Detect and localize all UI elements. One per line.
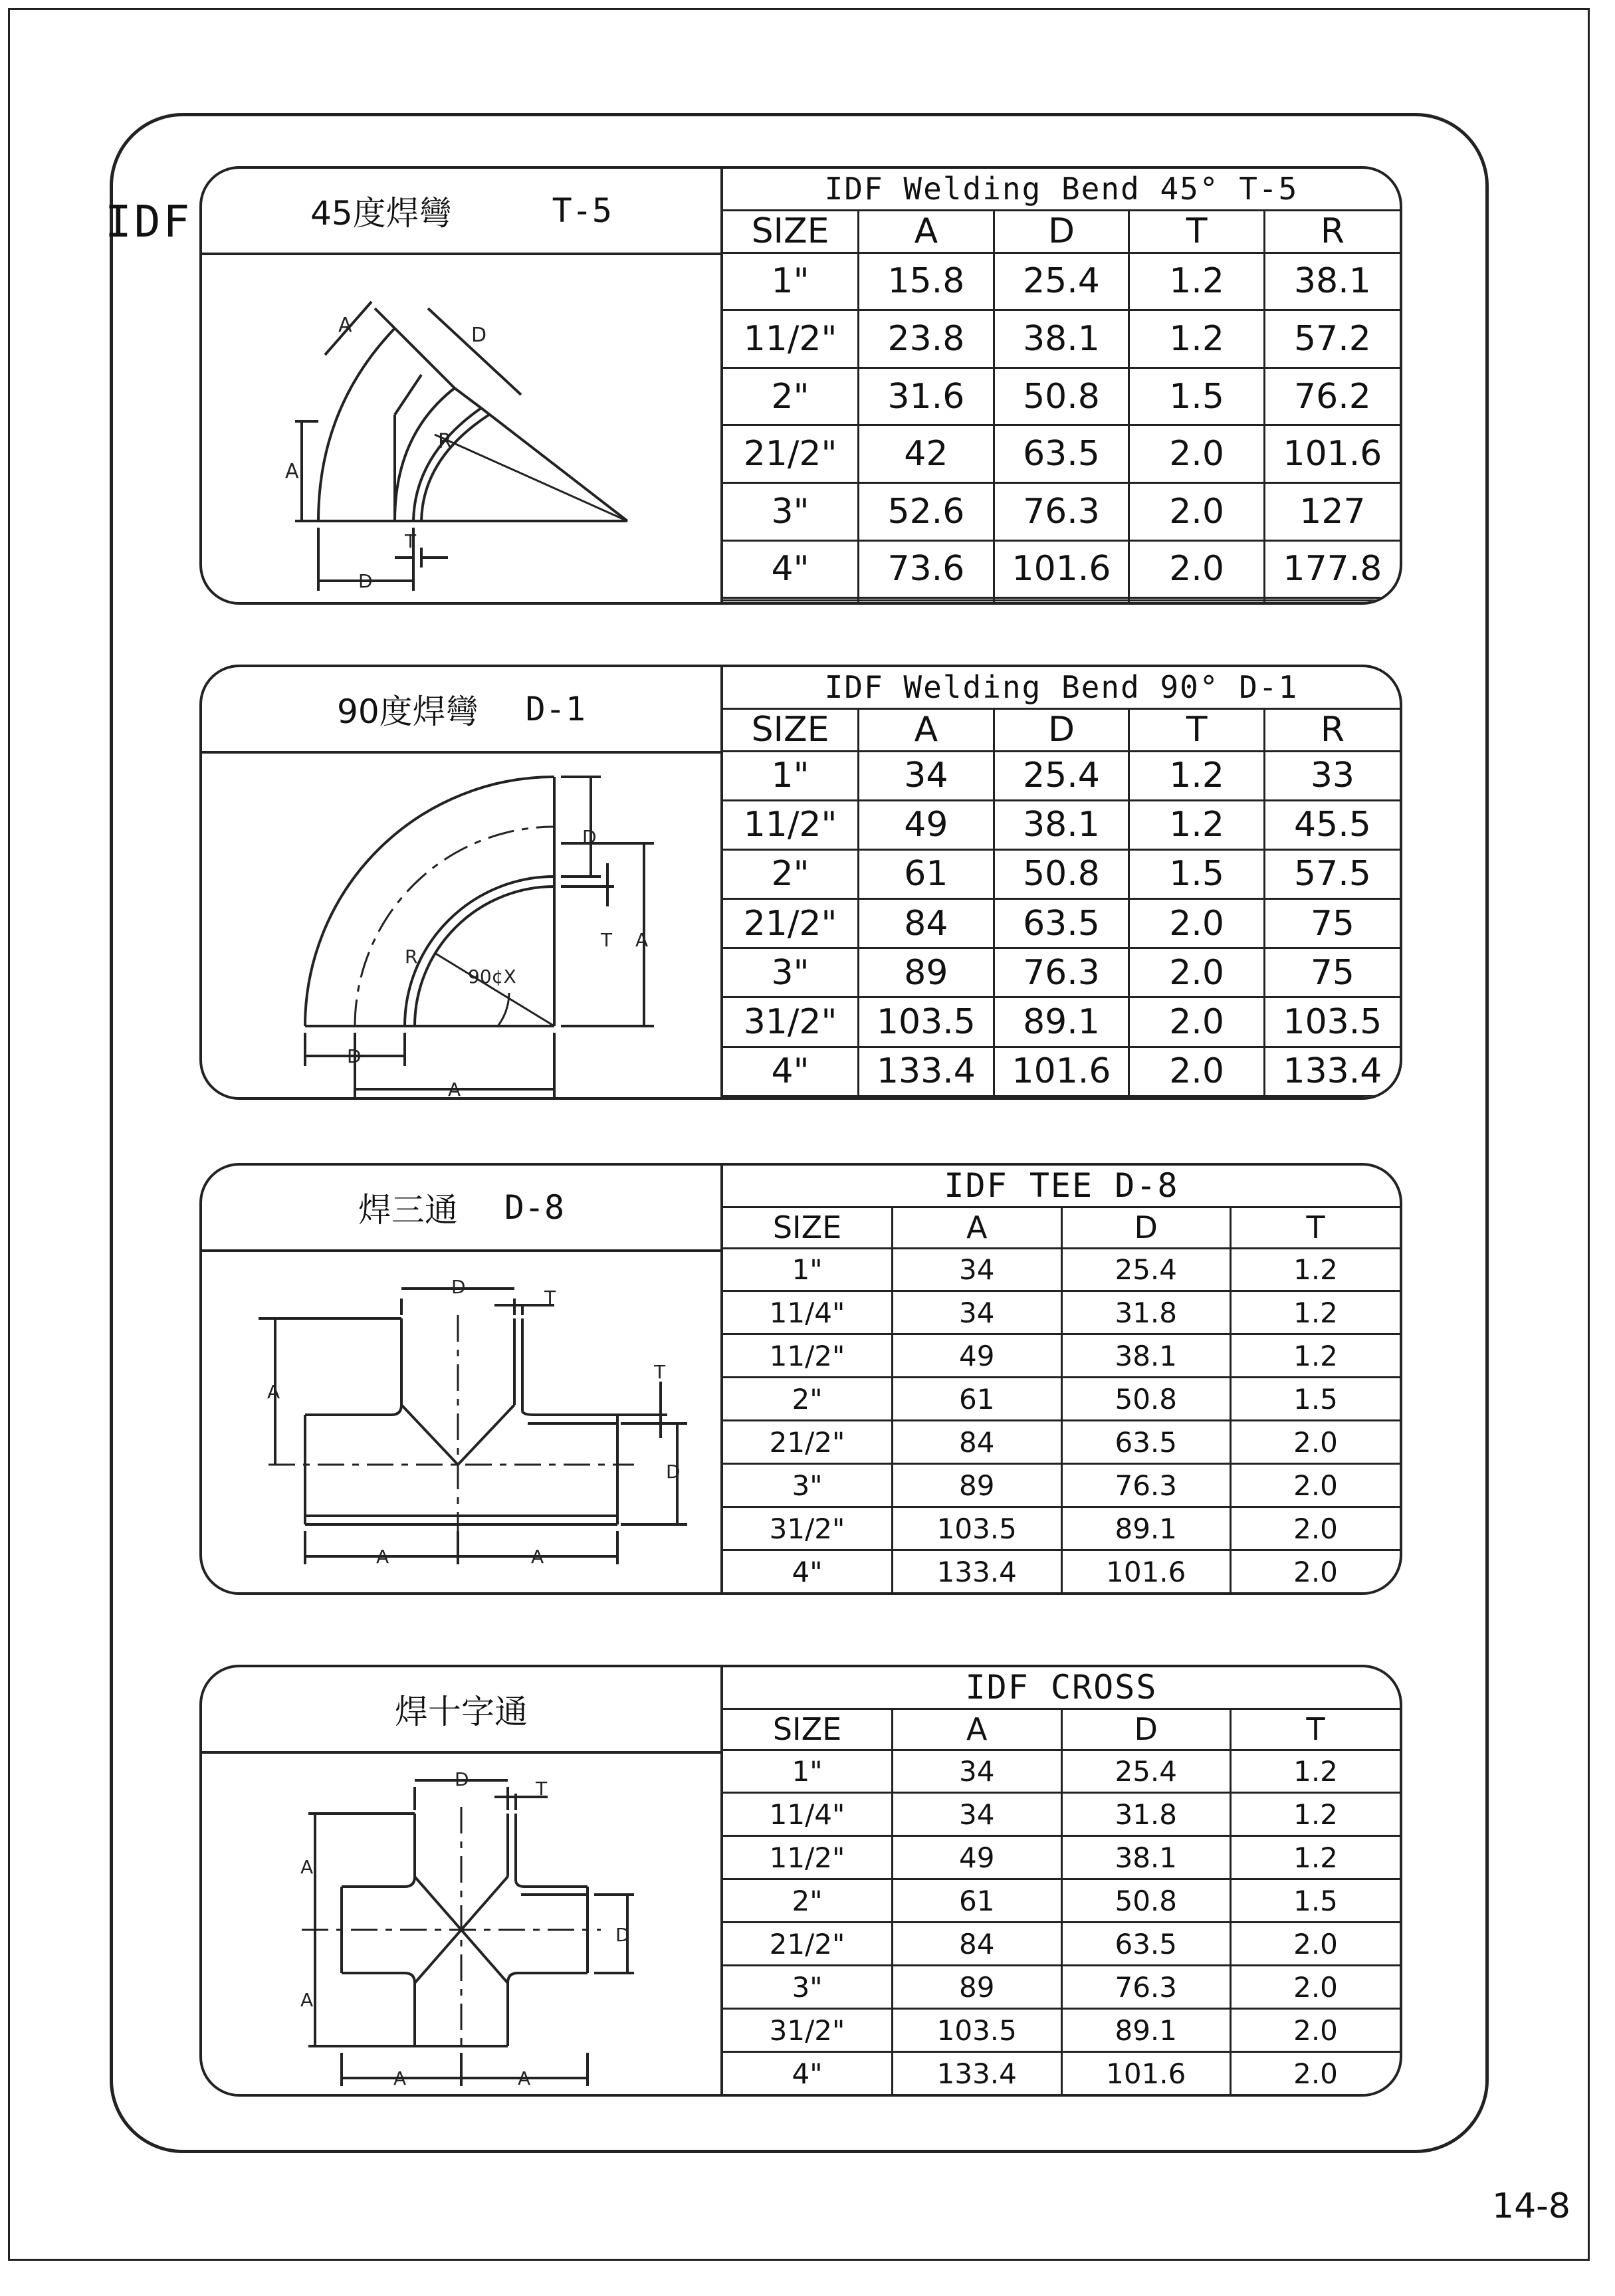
table-cell: 15.8 <box>859 253 994 310</box>
section-code: D-8 <box>504 1188 565 1227</box>
table-cell: 63.5 <box>1061 1421 1231 1464</box>
section-title <box>202 1667 720 1754</box>
table-cell: 3" <box>723 1464 893 1507</box>
table-cell: 57.5 <box>1264 849 1400 898</box>
table-row <box>723 1879 1400 1923</box>
table-cell: 63.5 <box>994 899 1129 948</box>
table-cell: 25.4 <box>994 751 1129 800</box>
table-cell: 103.5 <box>859 997 994 1047</box>
table-cell: 2" <box>723 849 859 898</box>
size-table-tee <box>720 1166 1400 1592</box>
table-cell: 1.2 <box>1231 1836 1400 1879</box>
table-cell: 23.8 <box>859 310 994 368</box>
table-cell: 63.5 <box>994 425 1129 483</box>
table-cell: 38.1 <box>1061 1836 1231 1879</box>
table-cell: 61 <box>893 1378 1062 1421</box>
table-cell: 101.6 <box>994 1047 1129 1096</box>
column-header: A <box>893 1709 1062 1750</box>
column-header: T <box>1231 1207 1400 1248</box>
table-cell: 103.5 <box>893 2009 1062 2052</box>
table-cell: 11/2" <box>723 1836 893 1879</box>
table-row <box>723 1793 1400 1836</box>
table-cell: 38.1 <box>1061 1334 1231 1378</box>
table-cell: 133.4 <box>1264 1047 1400 1096</box>
column-header: SIZE <box>723 1207 893 1248</box>
diagram-label-d: D <box>451 1276 466 1298</box>
table-row <box>723 1378 1400 1421</box>
table-cell: 50.8 <box>1061 1378 1231 1421</box>
column-header: R <box>1264 210 1400 253</box>
table-row <box>723 1334 1400 1378</box>
table-cell: 1.5 <box>1231 1879 1400 1923</box>
table-cell: 127 <box>1264 483 1400 541</box>
table-cell: 4" <box>723 1047 859 1096</box>
column-header: T <box>1129 210 1265 253</box>
table-row <box>723 1836 1400 1879</box>
table-cell: 133.4 <box>893 2052 1062 2094</box>
diagram-label-a: A <box>448 1079 461 1100</box>
table-row <box>723 1966 1400 2009</box>
table-cell: 1.2 <box>1129 800 1265 849</box>
section-tee <box>199 1163 1402 1595</box>
table-header-row <box>723 1207 1400 1248</box>
table-cell: 33 <box>1264 751 1400 800</box>
table-cell: 61 <box>859 849 994 898</box>
table-cell: 2.0 <box>1129 899 1265 948</box>
table-cell: 1.2 <box>1129 310 1265 368</box>
table-cell: 1.5 <box>1129 367 1265 425</box>
section-code: T-5 <box>552 191 612 230</box>
table-cell: 11/2" <box>723 1334 893 1378</box>
size-table-90 <box>720 667 1400 1097</box>
diagram-label-t: T <box>601 929 613 951</box>
spec-table <box>723 667 1400 1097</box>
table-cell: 84 <box>859 899 994 948</box>
table-cell: 1.5 <box>1231 1378 1400 1421</box>
table-cell: 49 <box>893 1334 1062 1378</box>
diagram-label-a: A <box>285 460 299 483</box>
table-cell <box>1129 601 1265 602</box>
table-cell: 76.3 <box>1061 1464 1231 1507</box>
column-header: A <box>859 708 994 751</box>
table-row <box>723 1750 1400 1793</box>
table-row <box>723 1421 1400 1464</box>
table-cell: 89.1 <box>1061 2009 1231 2052</box>
diagram-label-t: T <box>654 1361 666 1383</box>
table-cell: 89.1 <box>1061 1507 1231 1550</box>
size-table-cross <box>720 1667 1400 2094</box>
diagram-label-r: R <box>405 946 418 968</box>
table-cell: 50.8 <box>994 367 1129 425</box>
table-cell: 2.0 <box>1129 425 1265 483</box>
table-cell <box>859 601 994 602</box>
size-table-45 <box>720 169 1400 602</box>
table-row <box>723 1096 1400 1097</box>
table-cell: 76.2 <box>1264 367 1400 425</box>
table-cell: 31/2" <box>723 1507 893 1550</box>
column-header: D <box>1061 1709 1231 1750</box>
table-cell: 89 <box>893 1464 1062 1507</box>
table-row <box>723 540 1400 598</box>
table-row <box>723 425 1400 483</box>
table-cell: 11/4" <box>723 1291 893 1334</box>
table-cell: 50.8 <box>994 849 1129 898</box>
table-cell <box>1264 601 1400 602</box>
table-cell: 52.6 <box>859 483 994 541</box>
table-row <box>723 1047 1400 1096</box>
table-cell: 4" <box>723 2052 893 2094</box>
table-cell: 42 <box>859 425 994 483</box>
table-cell: 76.3 <box>994 948 1129 997</box>
table-header-row <box>723 210 1400 253</box>
table-cell: 31.8 <box>1061 1291 1231 1334</box>
diagram-label-a: A <box>267 1381 280 1403</box>
table-cell: 2" <box>723 1378 893 1421</box>
table-cell: 1" <box>723 1750 893 1793</box>
diagram-label-d: D <box>471 324 487 347</box>
table-cell <box>723 601 859 602</box>
table-row <box>723 253 1400 310</box>
table-cell: 4" <box>723 540 859 598</box>
table-cell: 1.2 <box>1231 1248 1400 1291</box>
table-cell: 89 <box>859 948 994 997</box>
table-cell: 76.3 <box>994 483 1129 541</box>
table-cell: 2.0 <box>1129 997 1265 1047</box>
section-code: D-1 <box>525 690 586 728</box>
table-cell: 34 <box>893 1750 1062 1793</box>
table-cell: 1.2 <box>1231 1334 1400 1378</box>
table-cell: 2.0 <box>1231 1507 1400 1550</box>
table-cell: 73.6 <box>859 540 994 598</box>
section-45-bend <box>199 166 1402 605</box>
column-header: SIZE <box>723 708 859 751</box>
table-cell: 49 <box>893 1836 1062 1879</box>
table-cell: 101.6 <box>1061 2052 1231 2094</box>
table-cell: 1.2 <box>1129 751 1265 800</box>
column-header: A <box>859 210 994 253</box>
diagram-label-d: D <box>666 1461 681 1483</box>
table-cell: 57.2 <box>1264 310 1400 368</box>
table-row <box>723 1507 1400 1550</box>
section-cross <box>199 1665 1402 2097</box>
column-header: T <box>1231 1709 1400 1750</box>
table-row <box>723 800 1400 849</box>
spec-table <box>723 169 1400 602</box>
diagram-label-t: T <box>405 530 417 552</box>
table-cell: 2.0 <box>1129 540 1265 598</box>
table-cell: 75 <box>1264 899 1400 948</box>
table-cell: 101.6 <box>1264 425 1400 483</box>
diagram-label-d: D <box>347 1045 362 1067</box>
diagram-label-a: A <box>300 1856 314 1878</box>
cross-diagram <box>202 1754 720 2097</box>
table-cell: 2.0 <box>1231 1966 1400 2009</box>
table-cell <box>994 1096 1129 1097</box>
diagram-label-t: T <box>536 1778 548 1800</box>
table-cell: 63.5 <box>1061 1923 1231 1966</box>
table-row <box>723 1291 1400 1334</box>
spec-table <box>723 1166 1400 1592</box>
table-cell: 1.2 <box>1231 1750 1400 1793</box>
table-cell: 2.0 <box>1231 1923 1400 1966</box>
table-row <box>723 849 1400 898</box>
diagram-label-angle: 90¢X <box>468 966 516 988</box>
diagram-label-t: T <box>544 1287 556 1308</box>
table-cell: 25.4 <box>994 253 1129 310</box>
table-cell: 103.5 <box>1264 997 1400 1047</box>
spec-table <box>723 1667 1400 2094</box>
table-cell: 1.2 <box>1231 1291 1400 1334</box>
table-cell: 2.0 <box>1129 948 1265 997</box>
table-cell: 2.0 <box>1231 1421 1400 1464</box>
diagram-label-d: D <box>455 1768 469 1790</box>
table-cell: 45.5 <box>1264 800 1400 849</box>
table-cell: 4" <box>723 1550 893 1592</box>
table-row <box>723 483 1400 541</box>
bend-45-diagram <box>202 255 720 605</box>
table-cell: 21/2" <box>723 1421 893 1464</box>
column-header: SIZE <box>723 1709 893 1750</box>
table-row <box>723 948 1400 997</box>
table-cell <box>723 1096 859 1097</box>
table-row <box>723 2009 1400 2052</box>
column-header: SIZE <box>723 210 859 253</box>
table-row <box>723 2052 1400 2094</box>
side-label: IDF <box>105 196 193 247</box>
table-title: IDF TEE D-8 <box>723 1166 1400 1207</box>
table-cell: 38.1 <box>994 310 1129 368</box>
table-cell <box>994 601 1129 602</box>
diagram-label-r: R <box>438 430 452 453</box>
table-cell: 84 <box>893 1923 1062 1966</box>
table-cell: 2.0 <box>1129 483 1265 541</box>
table-cell: 1.2 <box>1129 253 1265 310</box>
table-cell: 34 <box>893 1291 1062 1334</box>
table-row <box>723 310 1400 368</box>
column-header: D <box>1061 1207 1231 1248</box>
table-cell: 25.4 <box>1061 1750 1231 1793</box>
tee-diagram <box>202 1252 720 1595</box>
section-zh-title: 90度焊彎 <box>337 692 479 731</box>
table-cell: 89 <box>893 1966 1062 2009</box>
table-cell <box>1264 1096 1400 1097</box>
table-cell: 50.8 <box>1061 1879 1231 1923</box>
section-zh-title: 焊三通 <box>358 1191 458 1229</box>
column-header: A <box>893 1207 1062 1248</box>
diagram-label-a: A <box>518 2067 531 2089</box>
table-cell: 103.5 <box>893 1507 1062 1550</box>
table-cell: 101.6 <box>1061 1550 1231 1592</box>
table-cell: 31/2" <box>723 2009 893 2052</box>
diagram-label-a: A <box>300 1989 314 2011</box>
diagram-label-d: D <box>615 1924 630 1946</box>
table-cell: 89.1 <box>994 997 1129 1047</box>
diagram-label-a: A <box>338 314 352 337</box>
table-cell: 1" <box>723 253 859 310</box>
table-row <box>723 899 1400 948</box>
section-title <box>202 1166 720 1252</box>
table-cell: 31.6 <box>859 367 994 425</box>
section-90-bend <box>199 665 1402 1100</box>
table-title: IDF CROSS <box>723 1667 1400 1709</box>
table-cell: 2.0 <box>1231 2009 1400 2052</box>
table-cell: 2.0 <box>1231 1550 1400 1592</box>
column-header: T <box>1129 708 1265 751</box>
table-cell: 133.4 <box>893 1550 1062 1592</box>
table-cell <box>859 1096 994 1097</box>
table-cell: 31.8 <box>1061 1793 1231 1836</box>
table-cell: 84 <box>893 1421 1062 1464</box>
table-cell: 1" <box>723 751 859 800</box>
table-row <box>723 367 1400 425</box>
diagram-label-d: D <box>582 826 597 848</box>
table-cell: 3" <box>723 948 859 997</box>
table-cell: 1.5 <box>1129 849 1265 898</box>
table-cell: 2" <box>723 367 859 425</box>
table-cell <box>1129 1096 1265 1097</box>
table-cell: 133.4 <box>859 1047 994 1096</box>
section-title <box>202 667 720 754</box>
table-row <box>723 1248 1400 1291</box>
table-row <box>723 601 1400 602</box>
diagram-label-a: A <box>393 2067 407 2089</box>
diagram-label-a: A <box>635 929 649 951</box>
table-cell: 2" <box>723 1879 893 1923</box>
column-header: D <box>994 210 1129 253</box>
bend-90-diagram <box>202 754 720 1100</box>
section-title <box>202 169 720 255</box>
table-cell: 177.8 <box>1264 540 1400 598</box>
table-cell: 76.3 <box>1061 1966 1231 2009</box>
table-row <box>723 1464 1400 1507</box>
table-cell: 11/2" <box>723 800 859 849</box>
table-header-row <box>723 1709 1400 1750</box>
table-cell: 2.0 <box>1231 1464 1400 1507</box>
table-cell: 38.1 <box>1264 253 1400 310</box>
table-row <box>723 1550 1400 1592</box>
table-cell: 1.2 <box>1231 1793 1400 1836</box>
table-header-row <box>723 708 1400 751</box>
table-cell: 21/2" <box>723 425 859 483</box>
table-title: IDF Welding Bend 90° D-1 <box>723 667 1400 708</box>
diagram-label-a: A <box>376 1546 389 1568</box>
table-cell: 21/2" <box>723 1923 893 1966</box>
column-header: R <box>1264 708 1400 751</box>
section-zh-title: 焊十字通 <box>395 1693 528 1731</box>
section-zh-title: 45度焊彎 <box>310 194 453 233</box>
diagram-label-a: A <box>531 1546 544 1568</box>
table-title: IDF Welding Bend 45° T-5 <box>723 169 1400 210</box>
table-cell: 34 <box>893 1248 1062 1291</box>
column-header: D <box>994 708 1129 751</box>
table-row <box>723 997 1400 1047</box>
table-cell: 11/2" <box>723 310 859 368</box>
table-row <box>723 751 1400 800</box>
table-cell: 3" <box>723 1966 893 2009</box>
table-cell: 34 <box>859 751 994 800</box>
page-number: 14-8 <box>1492 2186 1571 2226</box>
table-cell: 61 <box>893 1879 1062 1923</box>
table-cell: 101.6 <box>994 540 1129 598</box>
table-row <box>723 1923 1400 1966</box>
table-cell: 2.0 <box>1129 1047 1265 1096</box>
table-cell: 31/2" <box>723 997 859 1047</box>
table-cell: 21/2" <box>723 899 859 948</box>
table-cell: 34 <box>893 1793 1062 1836</box>
table-cell: 1" <box>723 1248 893 1291</box>
table-cell: 25.4 <box>1061 1248 1231 1291</box>
table-cell: 49 <box>859 800 994 849</box>
diagram-label-d: D <box>358 570 373 592</box>
table-cell: 2.0 <box>1231 2052 1400 2094</box>
table-cell: 38.1 <box>994 800 1129 849</box>
table-cell: 75 <box>1264 948 1400 997</box>
table-cell: 11/4" <box>723 1793 893 1836</box>
table-cell: 3" <box>723 483 859 541</box>
